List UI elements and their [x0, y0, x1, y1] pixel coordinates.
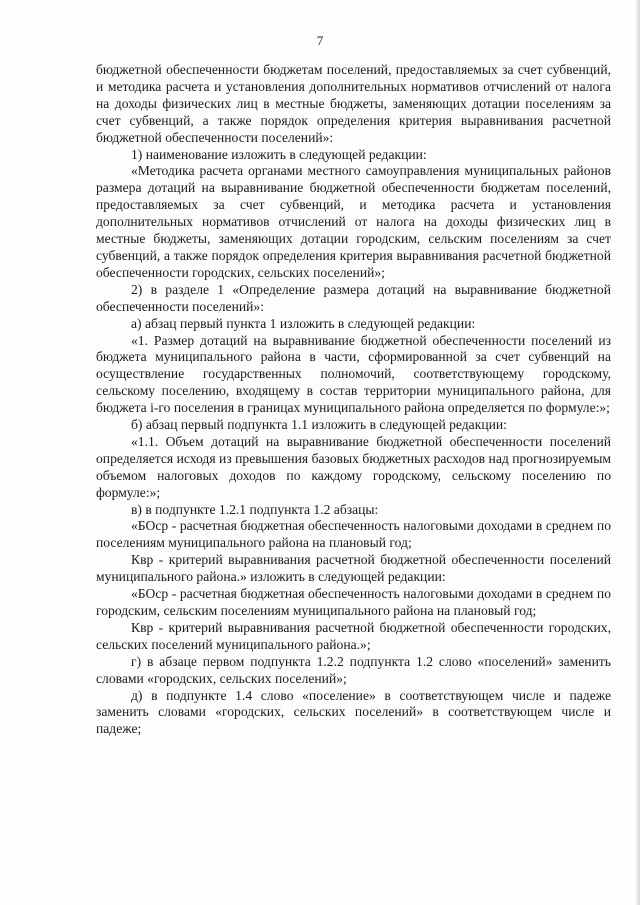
paragraph-continuation: бюджетной обеспеченности бюджетам поселений, предоставляемых за счет субвенций, и методика расчета и установления дополнительных нормативов отчислений от налога на доходы физических лиц в местные бюджеты, заменяющих дотации поселениям за счет субвенций, а также порядок определения критерия выравнивания расчетной бюджетной обеспеченности поселений»:	[96, 62, 611, 145]
paragraph: «Методика расчета органами местного самоуправления муниципальных районов размера дотаций на выравнивание бюджетной обеспеченности бюджетам поселений, предоставляемых за счет субвенций, и методика расчета и установления дополнительных нормативов отчислений от налога на доходы физических лиц в местные бюджеты, заменяющих дотации городским, сельским поселениям за счет субвенций, а также порядок определения критерия выравнивания расчетной бюджетной обеспеченности городских, сельских поселений»;	[96, 163, 611, 280]
paragraph: «1. Размер дотаций на выравнивание бюджетной обеспеченности поселений из бюджета муниципального района в части, сформированной за счет субвенций на осуществление государственных полномочий, соответствующему городскому, сельскому поселению, входящему в состав территории муниципального района, для бюджета i-го поселения в границах муниципального района определяется по формуле:»;	[96, 332, 611, 416]
paragraph: «1.1. Объем дотаций на выравнивание бюджетной обеспеченности поселений определяется исходя из превышения базовых бюджетных расходов над прогнозируемым объемом налоговых доходов по каждому городскому, сельскому поселению по формуле:»;	[96, 433, 611, 500]
paragraph: Квр - критерий выравнивания расчетной бюджетной обеспеченности городских, сельских поселений муниципального района.»;	[96, 619, 611, 652]
page-number: 7	[316, 33, 324, 48]
paragraph: а) абзац первый пункта 1 изложить в следующей редакции:	[131, 315, 476, 331]
paragraph: в) в подпункте 1.2.1 подпункта 1.2 абзацы:	[131, 501, 379, 517]
paragraph: Квр - критерий выравнивания расчетной бюджетной обеспеченности поселений муниципального района.» изложить в следующей редакции:	[96, 552, 611, 585]
page-edge-shadow	[636, 0, 640, 905]
paragraph: 1) наименование изложить в следующей редакции:	[131, 146, 427, 162]
paragraph: 2) в разделе 1 «Определение размера дотаций на выравнивание бюджетной обеспеченности поселений»:	[96, 281, 611, 314]
document-body	[96, 62, 611, 738]
paragraph: г) в абзаце первом подпункта 1.2.2 подпункта 1.2 слово «поселений» заменить словами «городских, сельских поселений»;	[96, 653, 611, 686]
paragraph: б) абзац первый подпункта 1.1 изложить в следующей редакции:	[131, 417, 507, 433]
paragraph: «БОср - расчетная бюджетная обеспеченность налоговыми доходами в среднем по поселениям муниципального района на плановый год;	[96, 518, 611, 551]
paragraph: д) в подпункте 1.4 слово «поселение» в соответствующем числе и падеже заменить словами «городских, сельских поселений» в соответствующем числе и падеже;	[96, 687, 611, 737]
paragraph: «БОср - расчетная бюджетная обеспеченность налоговыми доходами в среднем по городским, сельским поселениям муниципального района на плановый год;	[96, 586, 611, 618]
